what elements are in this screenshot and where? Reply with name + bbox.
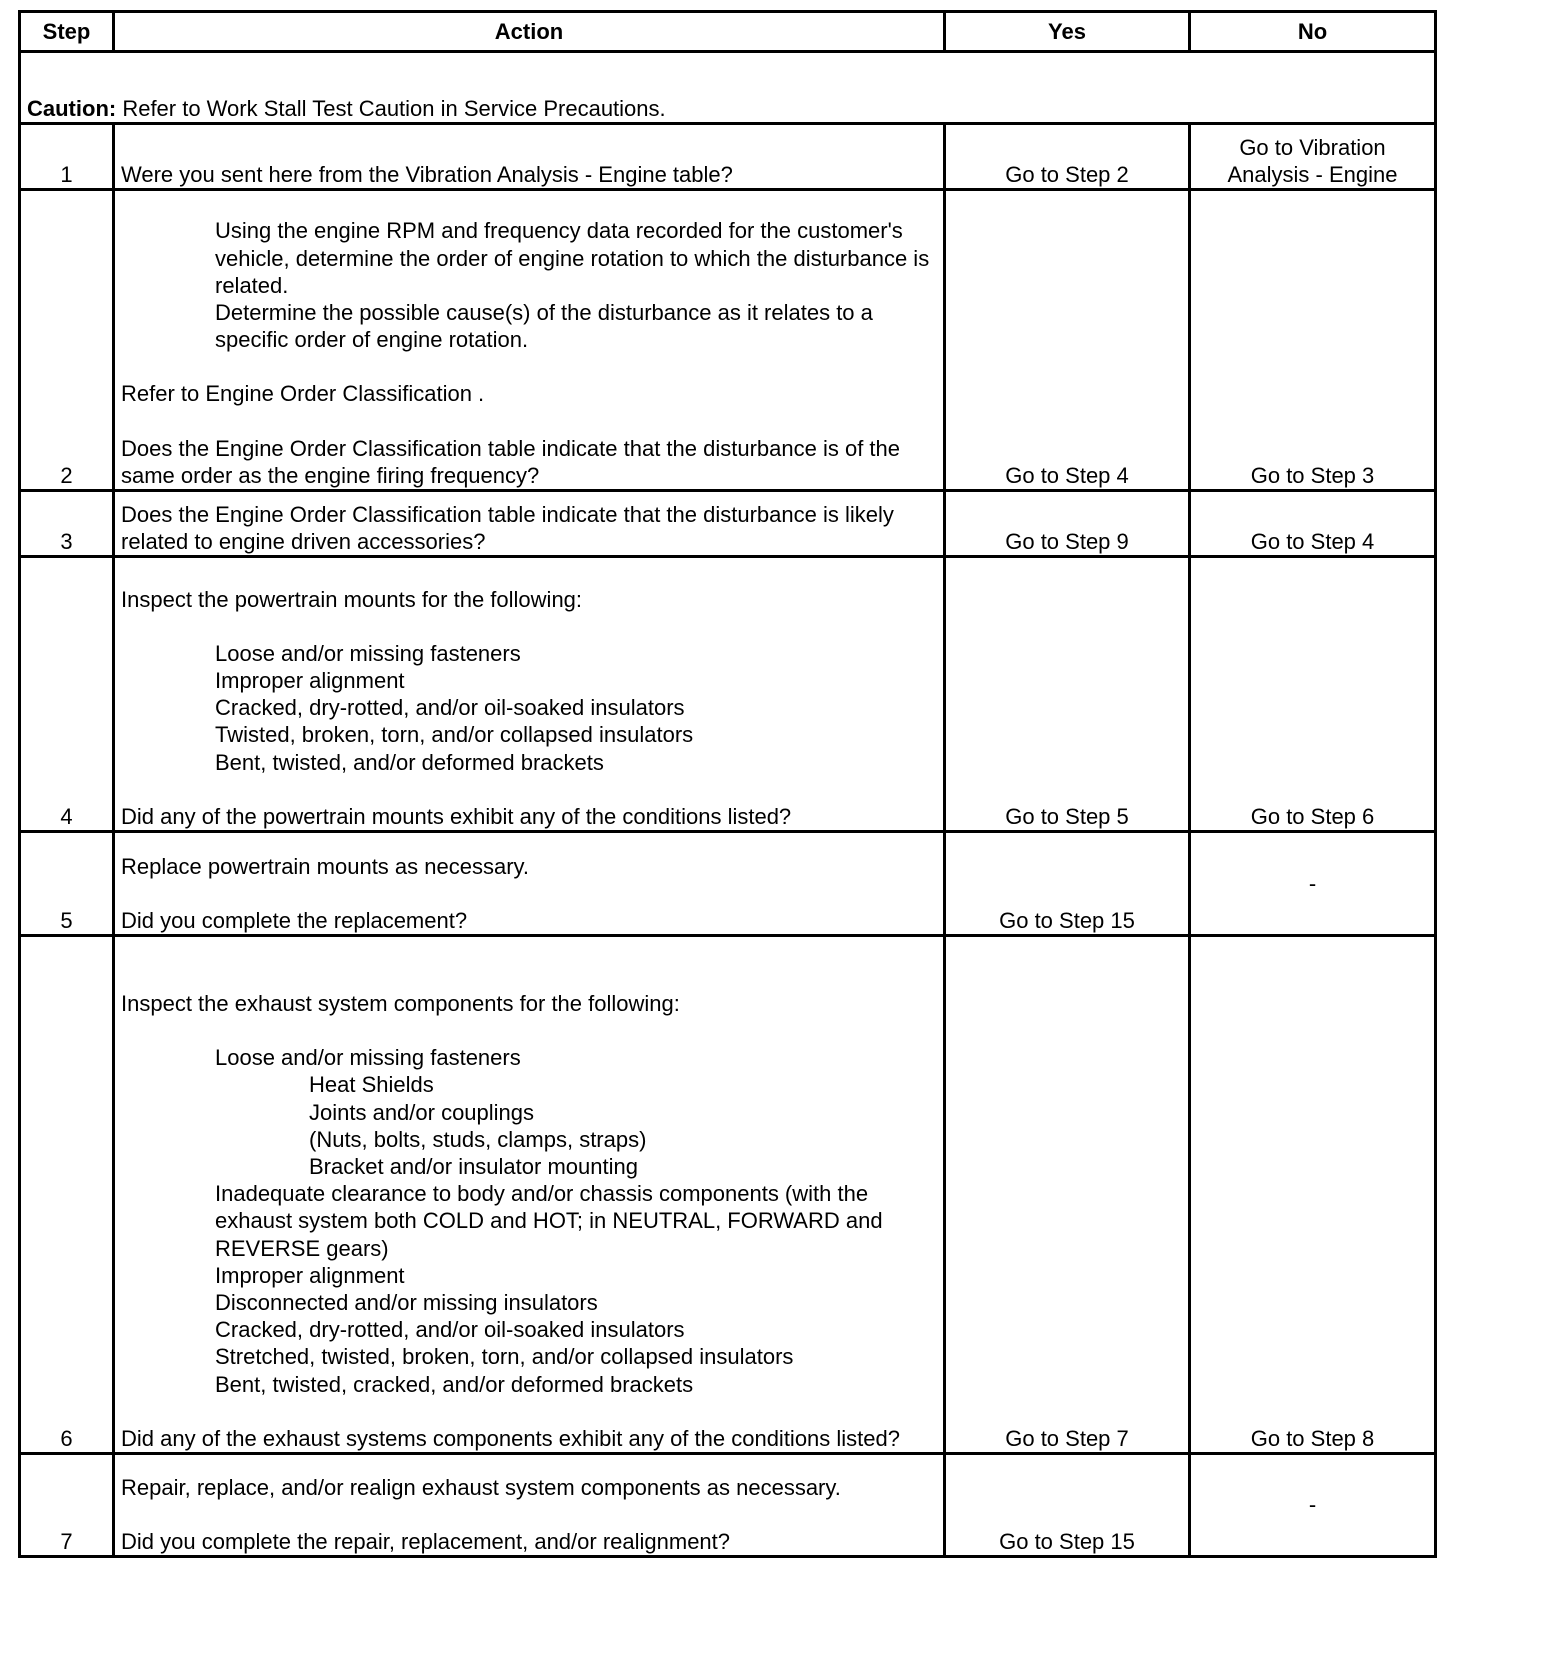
action-cell [114,557,945,832]
no-line-2: Analysis - Engine [1227,161,1398,187]
yes-cell: Go to Step 2 [945,124,1190,190]
action-question: Does the Engine Order Classification table indicate that the disturbance is likely related to engine driven accessories? [121,501,894,554]
table-row-step-4 [20,557,1436,832]
action-item: Twisted, broken, torn, and/or collapsed insulators [215,722,694,748]
no-cell: Go to Step 6 [1190,557,1436,832]
action-cell [114,190,945,491]
action-item: Loose and/or missing fasteners [215,640,521,666]
caution-text: Refer to Work Stall Test Caution in Service Precautions. [116,95,666,121]
step-number: 5 [20,832,114,936]
action-item: Bent, twisted, cracked, and/or deformed brackets [215,1371,694,1397]
action-intro: Inspect the powertrain mounts for the following: [121,586,583,612]
table-row-step-7 [20,1454,1436,1557]
action-intro: Inspect the exhaust system components for the following: [121,990,680,1016]
table-row-step-5 [20,832,1436,936]
table-row-step-6 [20,936,1436,1454]
action-item: Loose and/or missing fasteners [215,1045,521,1071]
action-cell [114,491,945,557]
step-number: 6 [20,936,114,1454]
action-refer: Refer to Engine Order Classification . [121,381,485,407]
action-cell [114,936,945,1454]
action-cell [114,832,945,936]
action-question: Did any of the exhaust systems components exhibit any of the conditions listed? [121,1425,900,1451]
action-item: Disconnected and/or missing insulators [215,1289,598,1315]
yes-cell: Go to Step 9 [945,491,1190,557]
no-cell: - [1190,1454,1436,1557]
action-subitem: Joints and/or couplings [309,1099,535,1125]
step-number: 4 [20,557,114,832]
action-cell [114,1454,945,1557]
step-number: 3 [20,491,114,557]
yes-cell: Go to Step 7 [945,936,1190,1454]
no-line-1: Go to Vibration [1239,134,1386,160]
step-number: 7 [20,1454,114,1557]
header-yes: Yes [945,12,1190,52]
action-item: Bent, twisted, and/or deformed brackets [215,749,604,775]
action-item: Stretched, twisted, broken, torn, and/or collapsed insulators [215,1344,794,1370]
no-cell: - [1190,832,1436,936]
action-intro: Replace powertrain mounts as necessary. [121,853,530,879]
yes-cell: Go to Step 15 [945,832,1190,936]
table-row-step-3 [20,491,1436,557]
action-item: Determine the possible cause(s) of the disturbance as it relates to a specific order of engine rotation. [215,299,873,353]
yes-cell: Go to Step 4 [945,190,1190,491]
step-number: 1 [20,124,114,190]
header-step: Step [20,12,114,52]
caution-row [20,52,1436,124]
yes-cell: Go to Step 5 [945,557,1190,832]
action-cell [114,124,945,190]
table-row-step-1 [20,124,1436,190]
no-cell: Go to Step 4 [1190,491,1436,557]
action-question: Did you complete the replacement? [121,907,468,933]
action-subitem: (Nuts, bolts, studs, clamps, straps) [309,1126,647,1152]
no-cell [1190,124,1436,190]
action-item: Improper alignment [215,1262,405,1288]
header-no: No [1190,12,1436,52]
action-question: Does the Engine Order Classification table indicate that the disturbance is of the same order as the engine firing frequency? [121,435,901,488]
action-question: Did any of the powertrain mounts exhibit any of the conditions listed? [121,803,792,829]
action-item: Improper alignment [215,667,405,693]
header-action: Action [114,12,945,52]
action-subitem: Heat Shields [309,1072,434,1098]
header-row [20,12,1436,52]
caution-cell [20,52,1436,124]
no-cell: Go to Step 3 [1190,190,1436,491]
action-item: Cracked, dry-rotted, and/or oil-soaked insulators [215,695,685,721]
step-number: 2 [20,190,114,491]
yes-cell: Go to Step 15 [945,1454,1190,1557]
action-item: Using the engine RPM and frequency data recorded for the customer's vehicle, determine the order of engine rotation to which the disturbance is related. [215,218,930,298]
action-question: Were you sent here from the Vibration Analysis - Engine table? [121,161,733,187]
action-subitem: Bracket and/or insulator mounting [309,1153,638,1179]
diagnostic-table-container [18,10,1434,1558]
table-row-step-2 [20,190,1436,491]
diagnostic-table [18,10,1437,1558]
action-intro: Repair, replace, and/or realign exhaust system components as necessary. [121,1474,841,1500]
action-item: Cracked, dry-rotted, and/or oil-soaked insulators [215,1317,685,1343]
action-item: Inadequate clearance to body and/or chassis components (with the exhaust system both COLD and HOT; in NEUTRAL, FORWARD and REVERSE gears) [215,1181,883,1261]
caution-label: Caution: [27,95,117,121]
no-cell: Go to Step 8 [1190,936,1436,1454]
action-question: Did you complete the repair, replacement, and/or realignment? [121,1528,731,1554]
